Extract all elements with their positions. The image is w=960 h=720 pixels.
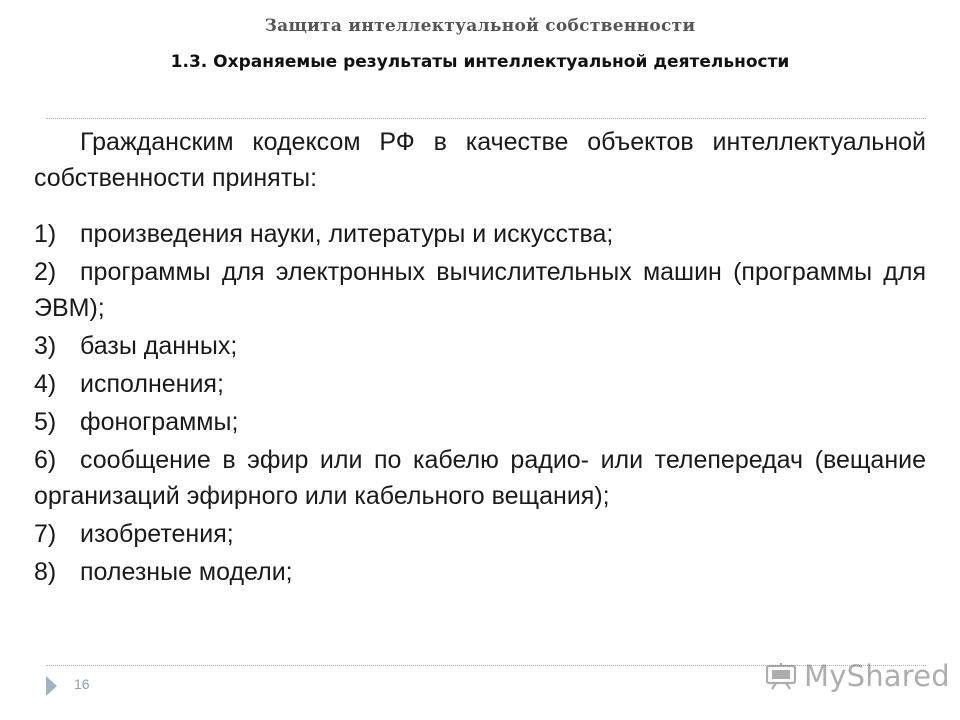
list-item-number: 8) — [34, 558, 57, 586]
list-item — [34, 254, 926, 326]
list-item-number: 4) — [34, 370, 57, 398]
list-item-number: 2) — [34, 258, 57, 286]
list-item-text: программы для электронных вычислительных машин (программы для ЭВМ); — [34, 258, 926, 322]
list-item-text: базы данных; — [80, 332, 238, 360]
list-item-text: изобретения; — [80, 520, 234, 548]
watermark-text: MyShared — [804, 659, 950, 693]
intro-paragraph: Гражданским кодексом РФ в качестве объектов интеллектуальной собственности приняты: — [34, 128, 926, 192]
list-item — [34, 516, 926, 552]
list-item-text: исполнения; — [80, 370, 224, 398]
list-item-number: 7) — [34, 520, 57, 548]
list-item-text: полезные модели; — [80, 558, 293, 586]
slide-heading: 1.3. Охраняемые результаты интеллектуальной деятельности — [170, 52, 790, 72]
list-item — [34, 366, 926, 402]
list-item-number: 5) — [34, 408, 57, 436]
list-item — [34, 554, 926, 590]
list-item-text: фонограммы; — [80, 408, 239, 436]
list-item — [34, 328, 926, 364]
list-item — [34, 404, 926, 440]
list-item-text: сообщение в эфир или по кабелю радио- или телепередач (вещание организаций эфирного или кабельного вещания); — [34, 446, 926, 510]
list-item-text: произведения науки, литературы и искусства; — [80, 220, 614, 248]
list-item-number: 1) — [34, 220, 57, 248]
triangle-right-icon — [46, 676, 57, 696]
list-item — [34, 216, 926, 252]
presentation-board-icon — [766, 662, 796, 690]
page-number: 16 — [74, 676, 90, 692]
list-item-number: 3) — [34, 332, 57, 360]
presentation-title: Защита интеллектуальной собственности — [264, 16, 696, 36]
top-divider — [46, 118, 926, 119]
list-item-number: 6) — [34, 446, 57, 474]
list-item — [34, 442, 926, 514]
watermark-logo — [766, 656, 950, 696]
slide-body — [34, 124, 926, 592]
